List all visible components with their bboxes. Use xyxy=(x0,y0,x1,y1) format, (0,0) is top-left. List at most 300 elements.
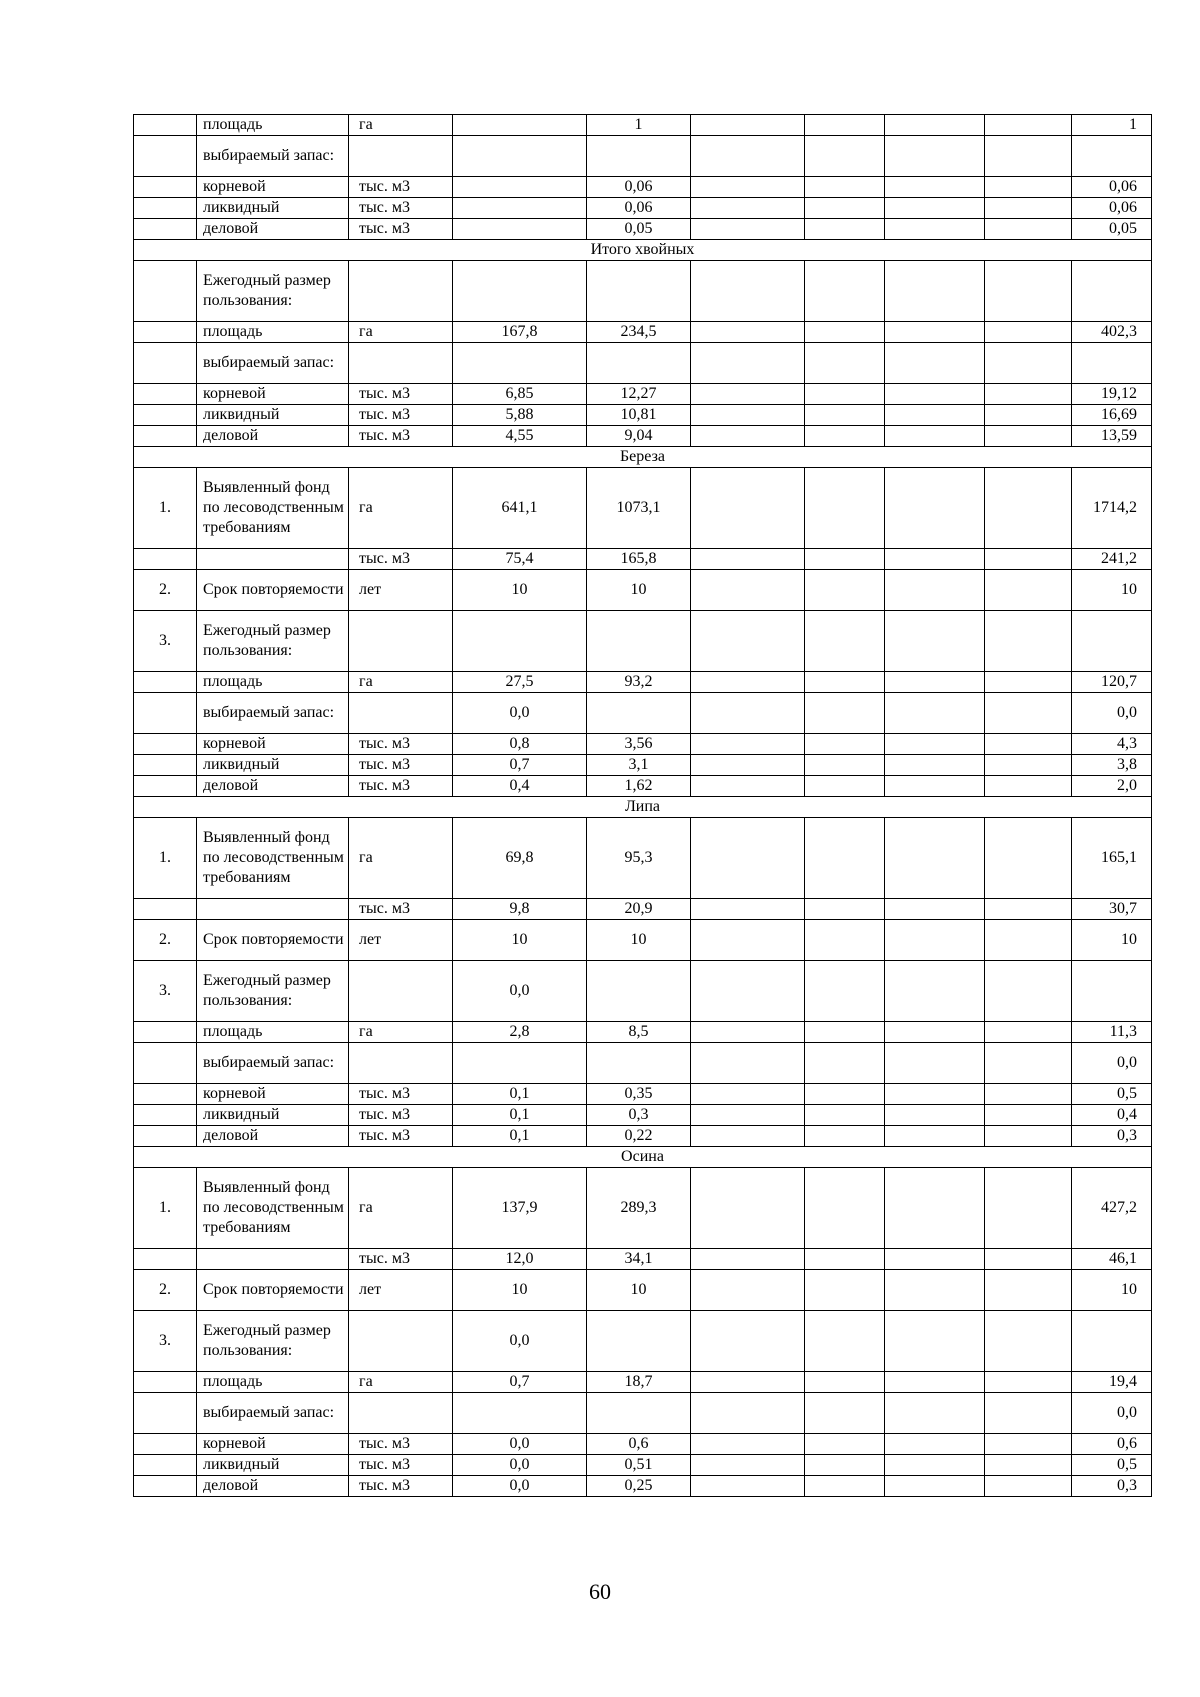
indicator-cell: деловой xyxy=(197,219,349,240)
value-cell-4 xyxy=(805,693,885,734)
indicator-cell: ликвидный xyxy=(197,405,349,426)
table-row xyxy=(134,261,1152,322)
unit-cell xyxy=(349,343,453,384)
value-cell-2: 0,6 xyxy=(587,1434,691,1455)
value-cell-2: 0,25 xyxy=(587,1476,691,1497)
total-cell: 120,7 xyxy=(1072,672,1152,693)
row-number-cell xyxy=(134,261,197,322)
value-cell-1: 75,4 xyxy=(453,549,587,570)
indicator-cell xyxy=(197,1249,349,1270)
indicator-cell: корневой xyxy=(197,1434,349,1455)
value-cell-1: 167,8 xyxy=(453,322,587,343)
indicator-cell: площадь xyxy=(197,672,349,693)
table-row xyxy=(134,755,1152,776)
total-cell: 0,0 xyxy=(1072,1043,1152,1084)
indicator-cell: Выявленный фонд по лесоводственным требованиям xyxy=(197,468,349,549)
indicator-cell: Ежегодный размер пользования: xyxy=(197,1311,349,1372)
table-row xyxy=(134,1270,1152,1311)
value-cell-2 xyxy=(587,611,691,672)
value-cell-5 xyxy=(885,1311,985,1372)
value-cell-1 xyxy=(453,198,587,219)
table-row xyxy=(134,322,1152,343)
table-row xyxy=(134,115,1152,136)
value-cell-1 xyxy=(453,115,587,136)
value-cell-3 xyxy=(691,734,805,755)
value-cell-3 xyxy=(691,1043,805,1084)
value-cell-3 xyxy=(691,322,805,343)
value-cell-3 xyxy=(691,570,805,611)
unit-cell xyxy=(349,136,453,177)
value-cell-2: 3,56 xyxy=(587,734,691,755)
value-cell-2: 95,3 xyxy=(587,818,691,899)
value-cell-2: 1,62 xyxy=(587,776,691,797)
row-number-cell xyxy=(134,1372,197,1393)
value-cell-5 xyxy=(885,1434,985,1455)
value-cell-3 xyxy=(691,136,805,177)
value-cell-2: 1 xyxy=(587,115,691,136)
section-title: Осина xyxy=(134,1147,1152,1168)
indicator-cell: выбираемый запас: xyxy=(197,1393,349,1434)
value-cell-4 xyxy=(805,611,885,672)
value-cell-3 xyxy=(691,755,805,776)
value-cell-3 xyxy=(691,405,805,426)
row-number-cell xyxy=(134,1455,197,1476)
value-cell-3 xyxy=(691,693,805,734)
value-cell-3 xyxy=(691,1311,805,1372)
value-cell-3 xyxy=(691,177,805,198)
value-cell-5 xyxy=(885,755,985,776)
value-cell-1: 27,5 xyxy=(453,672,587,693)
value-cell-4 xyxy=(805,818,885,899)
unit-cell: га xyxy=(349,1168,453,1249)
value-cell-3 xyxy=(691,115,805,136)
row-number-cell xyxy=(134,219,197,240)
row-number-cell: 1. xyxy=(134,1168,197,1249)
indicator-cell: площадь xyxy=(197,115,349,136)
value-cell-2: 18,7 xyxy=(587,1372,691,1393)
row-number-cell: 2. xyxy=(134,570,197,611)
total-cell: 0,5 xyxy=(1072,1084,1152,1105)
total-cell: 0,4 xyxy=(1072,1105,1152,1126)
value-cell-4 xyxy=(805,1249,885,1270)
total-cell: 19,12 xyxy=(1072,384,1152,405)
page-number: 60 xyxy=(589,1579,611,1604)
total-cell: 165,1 xyxy=(1072,818,1152,899)
unit-cell: га xyxy=(349,818,453,899)
value-cell-2 xyxy=(587,261,691,322)
value-cell-1: 0,1 xyxy=(453,1084,587,1105)
row-number-cell xyxy=(134,734,197,755)
value-cell-4 xyxy=(805,261,885,322)
value-cell-2: 0,35 xyxy=(587,1084,691,1105)
table-row xyxy=(134,136,1152,177)
value-cell-6 xyxy=(985,693,1072,734)
value-cell-3 xyxy=(691,198,805,219)
value-cell-3 xyxy=(691,219,805,240)
value-cell-5 xyxy=(885,1105,985,1126)
unit-cell: га xyxy=(349,322,453,343)
value-cell-2 xyxy=(587,961,691,1022)
total-cell: 10 xyxy=(1072,1270,1152,1311)
value-cell-4 xyxy=(805,1105,885,1126)
value-cell-6 xyxy=(985,1372,1072,1393)
table-row xyxy=(134,343,1152,384)
unit-cell: га xyxy=(349,1022,453,1043)
indicator-cell: Срок повторяемости xyxy=(197,1270,349,1311)
indicator-cell: выбираемый запас: xyxy=(197,693,349,734)
value-cell-4 xyxy=(805,1434,885,1455)
value-cell-4 xyxy=(805,426,885,447)
unit-cell: лет xyxy=(349,570,453,611)
total-cell: 402,3 xyxy=(1072,322,1152,343)
section-header-row xyxy=(134,797,1152,818)
unit-cell: тыс. м3 xyxy=(349,755,453,776)
total-cell: 0,3 xyxy=(1072,1126,1152,1147)
value-cell-1: 0,0 xyxy=(453,1455,587,1476)
value-cell-2 xyxy=(587,693,691,734)
unit-cell: лет xyxy=(349,1270,453,1311)
value-cell-2: 0,22 xyxy=(587,1126,691,1147)
value-cell-3 xyxy=(691,818,805,899)
value-cell-2: 0,51 xyxy=(587,1455,691,1476)
value-cell-4 xyxy=(805,1455,885,1476)
value-cell-3 xyxy=(691,1022,805,1043)
value-cell-1 xyxy=(453,343,587,384)
indicator-cell: ликвидный xyxy=(197,198,349,219)
value-cell-4 xyxy=(805,1084,885,1105)
table-row xyxy=(134,405,1152,426)
value-cell-6 xyxy=(985,734,1072,755)
value-cell-5 xyxy=(885,961,985,1022)
value-cell-3 xyxy=(691,672,805,693)
total-cell: 2,0 xyxy=(1072,776,1152,797)
value-cell-5 xyxy=(885,177,985,198)
value-cell-6 xyxy=(985,1084,1072,1105)
value-cell-4 xyxy=(805,570,885,611)
indicator-cell: площадь xyxy=(197,322,349,343)
value-cell-4 xyxy=(805,1476,885,1497)
table-row xyxy=(134,177,1152,198)
value-cell-2: 0,06 xyxy=(587,177,691,198)
table-row xyxy=(134,611,1152,672)
value-cell-1: 10 xyxy=(453,570,587,611)
unit-cell: тыс. м3 xyxy=(349,198,453,219)
value-cell-6 xyxy=(985,198,1072,219)
value-cell-5 xyxy=(885,693,985,734)
value-cell-1: 0,0 xyxy=(453,1476,587,1497)
value-cell-1: 0,7 xyxy=(453,1372,587,1393)
section-header-row xyxy=(134,240,1152,261)
value-cell-3 xyxy=(691,549,805,570)
value-cell-4 xyxy=(805,776,885,797)
total-cell: 0,0 xyxy=(1072,693,1152,734)
value-cell-2 xyxy=(587,1311,691,1372)
value-cell-2: 20,9 xyxy=(587,899,691,920)
row-number-cell xyxy=(134,322,197,343)
value-cell-3 xyxy=(691,426,805,447)
value-cell-4 xyxy=(805,755,885,776)
row-number-cell xyxy=(134,405,197,426)
row-number-cell xyxy=(134,384,197,405)
value-cell-2: 9,04 xyxy=(587,426,691,447)
indicator-cell: Выявленный фонд по лесоводственным требованиям xyxy=(197,818,349,899)
value-cell-1: 9,8 xyxy=(453,899,587,920)
value-cell-4 xyxy=(805,343,885,384)
value-cell-5 xyxy=(885,570,985,611)
total-cell xyxy=(1072,1311,1152,1372)
table-row xyxy=(134,920,1152,961)
unit-cell: тыс. м3 xyxy=(349,899,453,920)
value-cell-5 xyxy=(885,468,985,549)
table-row xyxy=(134,219,1152,240)
row-number-cell xyxy=(134,755,197,776)
table-body xyxy=(134,115,1152,1497)
value-cell-5 xyxy=(885,1022,985,1043)
value-cell-6 xyxy=(985,1455,1072,1476)
indicator-cell: Выявленный фонд по лесоводственным требованиям xyxy=(197,1168,349,1249)
value-cell-2 xyxy=(587,1043,691,1084)
value-cell-5 xyxy=(885,734,985,755)
value-cell-5 xyxy=(885,322,985,343)
row-number-cell xyxy=(134,177,197,198)
value-cell-3 xyxy=(691,1372,805,1393)
value-cell-6 xyxy=(985,776,1072,797)
row-number-cell: 1. xyxy=(134,818,197,899)
value-cell-1: 2,8 xyxy=(453,1022,587,1043)
value-cell-3 xyxy=(691,1249,805,1270)
value-cell-1: 0,0 xyxy=(453,693,587,734)
value-cell-4 xyxy=(805,1022,885,1043)
row-number-cell xyxy=(134,899,197,920)
row-number-cell: 2. xyxy=(134,920,197,961)
indicator-cell: выбираемый запас: xyxy=(197,343,349,384)
value-cell-1: 10 xyxy=(453,1270,587,1311)
value-cell-4 xyxy=(805,1372,885,1393)
row-number-cell xyxy=(134,343,197,384)
total-cell: 19,4 xyxy=(1072,1372,1152,1393)
table-row xyxy=(134,468,1152,549)
value-cell-4 xyxy=(805,1168,885,1249)
value-cell-1: 0,0 xyxy=(453,961,587,1022)
value-cell-1: 0,7 xyxy=(453,755,587,776)
unit-cell xyxy=(349,1311,453,1372)
unit-cell: тыс. м3 xyxy=(349,1455,453,1476)
value-cell-4 xyxy=(805,136,885,177)
value-cell-2: 1073,1 xyxy=(587,468,691,549)
indicator-cell xyxy=(197,549,349,570)
value-cell-1 xyxy=(453,1043,587,1084)
unit-cell: тыс. м3 xyxy=(349,1434,453,1455)
value-cell-6 xyxy=(985,261,1072,322)
section-title: Береза xyxy=(134,447,1152,468)
unit-cell xyxy=(349,611,453,672)
total-cell: 0,05 xyxy=(1072,219,1152,240)
unit-cell: тыс. м3 xyxy=(349,384,453,405)
value-cell-3 xyxy=(691,1455,805,1476)
table-row xyxy=(134,570,1152,611)
row-number-cell xyxy=(134,198,197,219)
section-header-row xyxy=(134,447,1152,468)
total-cell: 427,2 xyxy=(1072,1168,1152,1249)
value-cell-1: 6,85 xyxy=(453,384,587,405)
total-cell: 241,2 xyxy=(1072,549,1152,570)
section-title: Липа xyxy=(134,797,1152,818)
row-number-cell xyxy=(134,1126,197,1147)
value-cell-6 xyxy=(985,405,1072,426)
value-cell-6 xyxy=(985,1126,1072,1147)
value-cell-6 xyxy=(985,570,1072,611)
indicator-cell: корневой xyxy=(197,384,349,405)
total-cell: 10 xyxy=(1072,920,1152,961)
value-cell-6 xyxy=(985,961,1072,1022)
table-row xyxy=(134,1455,1152,1476)
value-cell-1 xyxy=(453,1393,587,1434)
value-cell-1: 137,9 xyxy=(453,1168,587,1249)
total-cell: 0,6 xyxy=(1072,1434,1152,1455)
value-cell-5 xyxy=(885,776,985,797)
total-cell: 11,3 xyxy=(1072,1022,1152,1043)
value-cell-3 xyxy=(691,384,805,405)
value-cell-1 xyxy=(453,177,587,198)
indicator-cell xyxy=(197,899,349,920)
table-row xyxy=(134,1372,1152,1393)
value-cell-3 xyxy=(691,468,805,549)
value-cell-6 xyxy=(985,1311,1072,1372)
unit-cell: тыс. м3 xyxy=(349,1476,453,1497)
indicator-cell: корневой xyxy=(197,1084,349,1105)
total-cell: 1714,2 xyxy=(1072,468,1152,549)
value-cell-6 xyxy=(985,1393,1072,1434)
value-cell-6 xyxy=(985,920,1072,961)
value-cell-1: 69,8 xyxy=(453,818,587,899)
value-cell-5 xyxy=(885,818,985,899)
value-cell-2: 234,5 xyxy=(587,322,691,343)
total-cell xyxy=(1072,611,1152,672)
value-cell-6 xyxy=(985,755,1072,776)
unit-cell: тыс. м3 xyxy=(349,219,453,240)
row-number-cell xyxy=(134,1434,197,1455)
table-row xyxy=(134,1476,1152,1497)
row-number-cell xyxy=(134,672,197,693)
indicator-cell: корневой xyxy=(197,177,349,198)
unit-cell: тыс. м3 xyxy=(349,405,453,426)
value-cell-1: 0,1 xyxy=(453,1126,587,1147)
value-cell-6 xyxy=(985,426,1072,447)
value-cell-2 xyxy=(587,1393,691,1434)
value-cell-4 xyxy=(805,198,885,219)
value-cell-3 xyxy=(691,611,805,672)
row-number-cell xyxy=(134,1022,197,1043)
table-row xyxy=(134,961,1152,1022)
value-cell-4 xyxy=(805,1270,885,1311)
value-cell-6 xyxy=(985,1434,1072,1455)
unit-cell: тыс. м3 xyxy=(349,549,453,570)
value-cell-4 xyxy=(805,920,885,961)
value-cell-6 xyxy=(985,468,1072,549)
indicator-cell: выбираемый запас: xyxy=(197,1043,349,1084)
table-row xyxy=(134,549,1152,570)
total-cell: 0,5 xyxy=(1072,1455,1152,1476)
value-cell-4 xyxy=(805,219,885,240)
value-cell-5 xyxy=(885,1043,985,1084)
value-cell-2: 10,81 xyxy=(587,405,691,426)
value-cell-6 xyxy=(985,1105,1072,1126)
total-cell: 0,3 xyxy=(1072,1476,1152,1497)
table-row xyxy=(134,1311,1152,1372)
value-cell-5 xyxy=(885,1270,985,1311)
value-cell-1 xyxy=(453,261,587,322)
table-row xyxy=(134,776,1152,797)
unit-cell: тыс. м3 xyxy=(349,1249,453,1270)
value-cell-2: 10 xyxy=(587,920,691,961)
indicator-cell: Срок повторяемости xyxy=(197,920,349,961)
indicator-cell: корневой xyxy=(197,734,349,755)
value-cell-2: 0,05 xyxy=(587,219,691,240)
indicator-cell: Ежегодный размер пользования: xyxy=(197,261,349,322)
value-cell-2: 93,2 xyxy=(587,672,691,693)
indicator-cell: площадь xyxy=(197,1022,349,1043)
row-number-cell: 1. xyxy=(134,468,197,549)
indicator-cell: Срок повторяемости xyxy=(197,570,349,611)
table-row xyxy=(134,1126,1152,1147)
value-cell-6 xyxy=(985,1022,1072,1043)
total-cell xyxy=(1072,261,1152,322)
value-cell-5 xyxy=(885,1455,985,1476)
value-cell-5 xyxy=(885,405,985,426)
table-row xyxy=(134,1043,1152,1084)
value-cell-1 xyxy=(453,611,587,672)
value-cell-3 xyxy=(691,1084,805,1105)
value-cell-5 xyxy=(885,549,985,570)
value-cell-3 xyxy=(691,343,805,384)
value-cell-4 xyxy=(805,1311,885,1372)
value-cell-4 xyxy=(805,672,885,693)
value-cell-3 xyxy=(691,776,805,797)
value-cell-5 xyxy=(885,198,985,219)
table-row xyxy=(134,734,1152,755)
indicator-cell: ликвидный xyxy=(197,1455,349,1476)
unit-cell xyxy=(349,1043,453,1084)
table-row xyxy=(134,426,1152,447)
value-cell-4 xyxy=(805,322,885,343)
value-cell-3 xyxy=(691,1476,805,1497)
row-number-cell xyxy=(134,693,197,734)
value-cell-3 xyxy=(691,1393,805,1434)
value-cell-6 xyxy=(985,672,1072,693)
value-cell-5 xyxy=(885,920,985,961)
total-cell: 0,06 xyxy=(1072,177,1152,198)
indicator-cell: деловой xyxy=(197,776,349,797)
value-cell-3 xyxy=(691,899,805,920)
value-cell-3 xyxy=(691,1434,805,1455)
value-cell-1: 0,8 xyxy=(453,734,587,755)
total-cell: 3,8 xyxy=(1072,755,1152,776)
value-cell-4 xyxy=(805,177,885,198)
unit-cell: тыс. м3 xyxy=(349,734,453,755)
value-cell-5 xyxy=(885,1476,985,1497)
value-cell-5 xyxy=(885,1393,985,1434)
row-number-cell xyxy=(134,776,197,797)
value-cell-1: 0,0 xyxy=(453,1311,587,1372)
value-cell-6 xyxy=(985,384,1072,405)
row-number-cell: 3. xyxy=(134,611,197,672)
value-cell-3 xyxy=(691,1126,805,1147)
value-cell-2: 12,27 xyxy=(587,384,691,405)
table-row xyxy=(134,1084,1152,1105)
value-cell-1: 5,88 xyxy=(453,405,587,426)
unit-cell: тыс. м3 xyxy=(349,177,453,198)
section-header-row xyxy=(134,1147,1152,1168)
